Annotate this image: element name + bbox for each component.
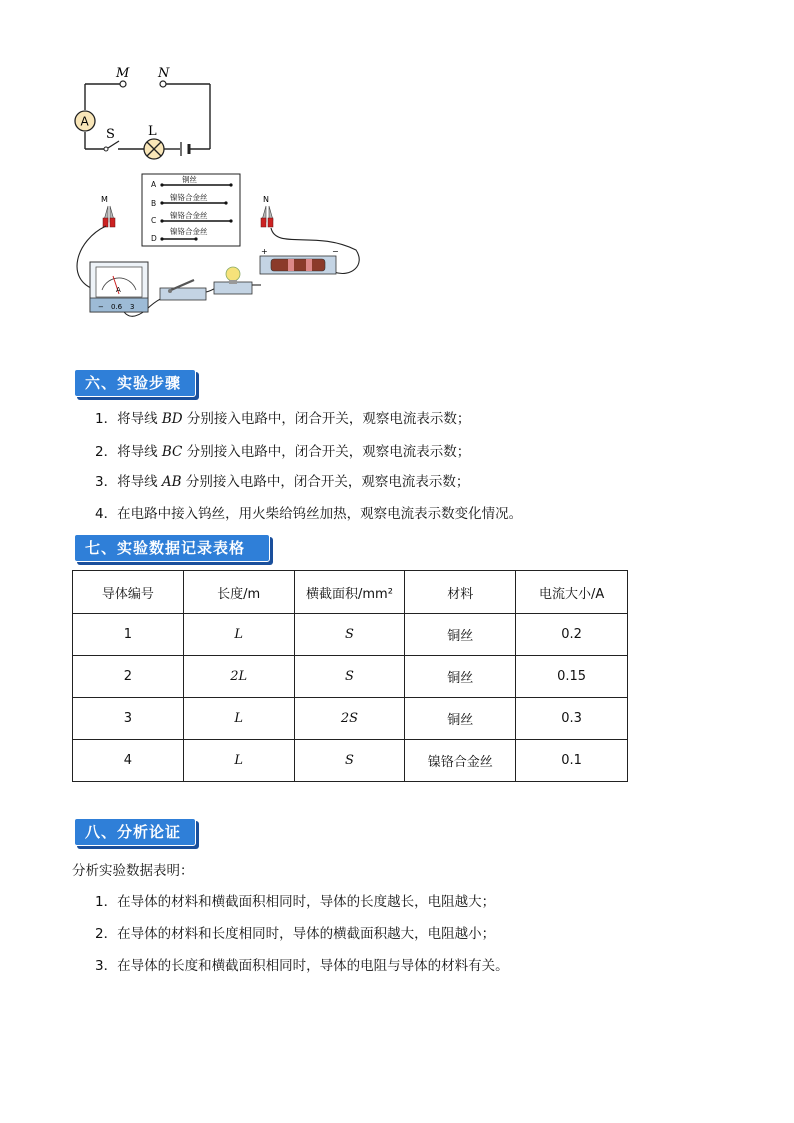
analysis-intro: 分析实验数据表明：: [72, 863, 194, 879]
table-header: 电流大小/A: [516, 571, 628, 614]
ammeter-terminal-neg: −: [98, 303, 104, 311]
table-cell: 4: [73, 740, 184, 782]
table-header-row: [73, 571, 628, 614]
wire-panel-material-b: 镍铬合金丝: [170, 193, 208, 202]
table-cell: 镍铬合金丝: [405, 740, 516, 782]
table-cell: 铜丝: [405, 698, 516, 740]
conclusion-3: 3．在导体的长度和横截面积相同时，导体的电阻与导体的材料有关。: [95, 958, 509, 974]
lamp-device: [214, 267, 252, 294]
clip-n: [261, 206, 273, 227]
apparatus-illustration: [66, 170, 366, 320]
battery-plus: +: [261, 247, 268, 256]
step-4: 4．在电路中接入钨丝，用火柴给钨丝加热，观察电流表示数变化情况。: [95, 506, 523, 522]
section8-header: [74, 818, 196, 846]
ammeter-terminal-06: 0.6: [111, 303, 123, 311]
table-cell: 铜丝: [405, 656, 516, 698]
switch-pivot: [104, 147, 108, 151]
table-header: 材料: [405, 571, 516, 614]
terminal-n-label: N: [158, 66, 170, 81]
conclusion-2: 2．在导体的材料和长度相同时，导体的横截面积越大，电阻越小；: [95, 926, 496, 942]
terminal-n: [160, 81, 166, 87]
ammeter-face-label: A: [116, 286, 121, 294]
battery-minus: −: [332, 247, 339, 256]
terminal-m: [120, 81, 126, 87]
table-cell: 0.1: [516, 740, 628, 782]
table-row: [73, 656, 628, 698]
switch-label: S: [106, 127, 115, 142]
table-cell: 0.15: [516, 656, 628, 698]
knife-switch: [160, 280, 206, 300]
clip-n-label: N: [263, 195, 269, 204]
table-cell: L: [183, 614, 294, 656]
table-cell: L: [183, 740, 294, 782]
table-cell: S: [294, 656, 405, 698]
section6-header: [74, 369, 196, 397]
wire-panel-letter-b: B: [151, 199, 157, 208]
ammeter-label: A: [80, 114, 89, 129]
table-cell: S: [294, 614, 405, 656]
table-header: 横截面积/mm²: [294, 571, 405, 614]
section7-title: 七、实验数据记录表格: [74, 534, 270, 562]
table-cell: 3: [73, 698, 184, 740]
wire-panel-material-c: 镍铬合金丝: [170, 211, 208, 220]
battery-device: [260, 247, 339, 274]
section7-header: [74, 534, 270, 562]
ammeter-terminal-3: 3: [130, 303, 135, 311]
table-header: 导体编号: [73, 571, 184, 614]
table-cell: S: [294, 740, 405, 782]
clip-m-label: M: [101, 195, 108, 204]
wire-panel-letter-a: A: [151, 180, 157, 189]
wire-panel-letter-d: D: [151, 234, 157, 243]
wire-panel-material-d: 镍铬合金丝: [170, 227, 208, 236]
clip-m: [103, 206, 115, 227]
section8-title: 八、分析论证: [74, 818, 196, 846]
lamp-label: L: [148, 124, 157, 139]
table-cell: 0.2: [516, 614, 628, 656]
table-cell: L: [183, 698, 294, 740]
table-header: 长度/m: [183, 571, 294, 614]
table-cell: 2: [73, 656, 184, 698]
circuit-diagram: [70, 60, 230, 170]
step-2: 2．将导线 BC 分别接入电路中，闭合开关，观察电流表示数；: [95, 444, 471, 460]
table-cell: 2S: [294, 698, 405, 740]
switch-blade: [108, 141, 119, 148]
section6-title: 六、实验步骤: [74, 369, 196, 397]
conclusion-1: 1．在导体的材料和横截面积相同时，导体的长度越长，电阻越大；: [95, 894, 496, 910]
table-row: [73, 740, 628, 782]
table-cell: 0.3: [516, 698, 628, 740]
ammeter-device: [90, 262, 148, 312]
table-row: [73, 614, 628, 656]
table-row: [73, 698, 628, 740]
table-cell: 1: [73, 614, 184, 656]
wire-panel-letter-c: C: [151, 216, 157, 225]
table-cell: 2L: [183, 656, 294, 698]
step-1: 1．将导线 BD 分别接入电路中，闭合开关，观察电流表示数；: [95, 411, 471, 427]
table-cell: 铜丝: [405, 614, 516, 656]
step-3: 3．将导线 AB 分别接入电路中，闭合开关，观察电流表示数；: [95, 474, 470, 490]
data-table: [72, 570, 628, 782]
wire-panel-material-a: 铜丝: [182, 175, 197, 184]
terminal-m-label: M: [116, 66, 130, 81]
